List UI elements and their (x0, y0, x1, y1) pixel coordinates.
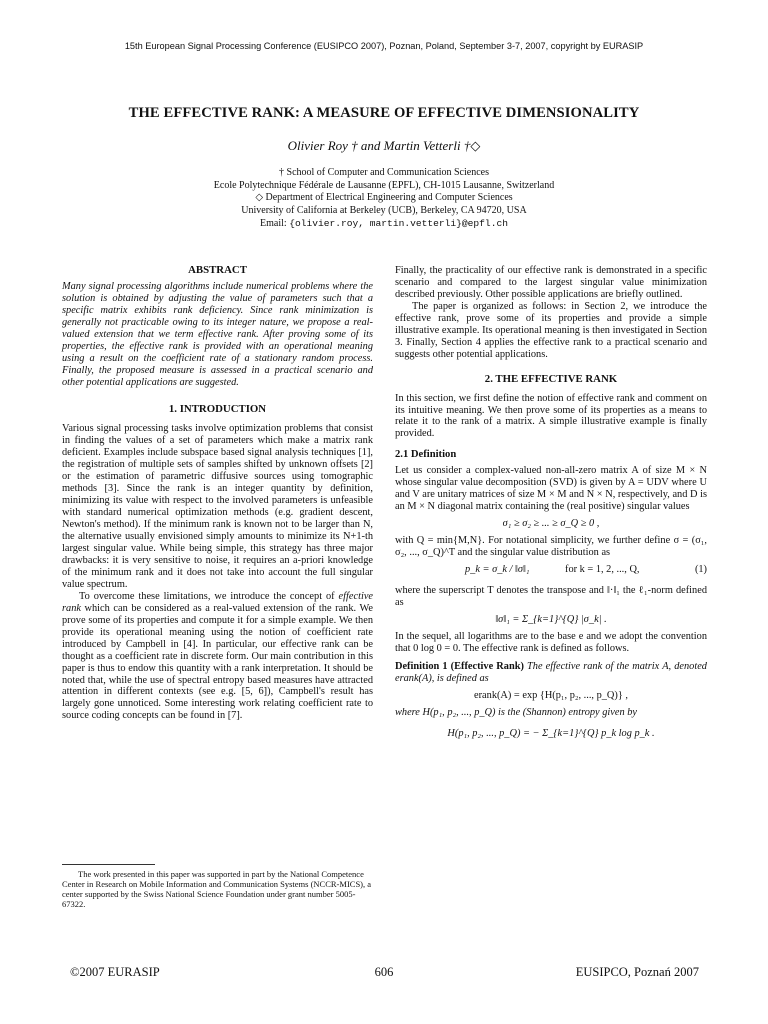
introduction-heading: 1. INTRODUCTION (168, 402, 267, 415)
conference-header: 15th European Signal Processing Conference (EUSIPCO 2007), Poznan, Poland, September 3-7, 2007, copyright by EURASIP (124, 41, 644, 51)
definition-paragraph: In the sequel, all logarithms are to the base e and we adopt the convention that 0 log 0 = 0. The effective rank is defined as follows. (395, 630, 707, 654)
equation-number: (1) (694, 564, 707, 576)
right-column (395, 265, 707, 749)
organization-paragraph: The paper is organized as follows: in Section 2, we introduce the effective rank, prove some of its properties and provide a simple illustrative example. Its operational meaning is then investigated in Section 3. Finally, Section 4 applies the effective rank to a practical scenario and suggests other potential applications. (395, 300, 707, 360)
affiliations (0, 167, 768, 231)
affiliation-line: ◇ Department of Electrical Engineering and Computer Sciences (255, 192, 513, 204)
intro-text: which can be considered as a real-valued extension of the rank. We prove some of its properties and compute it for a simple example. We then provide its operational meaning using the notion of coefficient rate introduced by Campbell in [4]. In particular, our effective rank can be thought as a coefficient rate in discrete form. Our main contribution in this paper is thus to endow this quantity with a rank interpretation. It should be noted that, while the use of spectral entropy based measures have attracted attention in different contexts (see e.g. [5, 6]), Campbell's result has largely gone unnoticed. Some interesting work relating coefficient rate to source coding concepts can be found in [7]. (62, 602, 373, 722)
intro-text: To overcome these limitations, we introduce the concept of (79, 590, 339, 602)
page-number: 606 (374, 965, 394, 979)
equation-entropy: H(p₁, p₂, ..., p_Q) = − Σ_{k=1}^{Q} p_k log p_k . (447, 727, 655, 739)
left-column (62, 265, 373, 722)
equation-erank: erank(A) = exp {H(p₁, p₂, ..., p_Q)} , (474, 689, 628, 701)
abstract-heading: ABSTRACT (188, 264, 247, 276)
equation-1-lhs: p_k = σ_k / ‖σ‖₁ (465, 564, 530, 576)
intro-paragraph (62, 591, 373, 722)
email-label: Email: (260, 217, 290, 229)
affiliation-line: Ecole Polytechnique Fédérale de Lausanne (EPFL), CH-1015 Lausanne, Switzerland (213, 179, 555, 191)
definition-label: Definition 1 (Effective Rank) (395, 660, 524, 672)
equation-singular-values: σ₁ ≥ σ₂ ≥ ... ≥ σ_Q ≥ 0 , (502, 518, 600, 530)
definition-text: The effective rank of the matrix A, denoted erank(A), is defined as (395, 660, 707, 684)
section2-heading: 2. THE EFFECTIVE RANK (484, 372, 618, 385)
intro-emphasis: effective rank (62, 590, 373, 614)
definition-paragraph: with Q = min{M,N}. For notational simplicity, we further define σ = (σ₁, σ₂, ..., σ_Q)^T and the singular value distribution as (395, 535, 707, 559)
email-line (0, 218, 768, 231)
footer-venue: EUSIPCO, Poznań 2007 (575, 965, 699, 979)
email-address[interactable]: {olivier.roy, martin.vetterli}@epfl.ch (289, 217, 508, 229)
footnote: The work presented in this paper was supported in part by the National Competence Center in Research on Mobile Information and Communication Systems (NCCR-MICS), a center supported by the Swiss National Science Foundation under grant number 5005-67322. (62, 869, 372, 910)
equation-l1-norm: ‖σ‖₁ = Σ_{k=1}^{Q} |σ_k| . (495, 613, 607, 625)
definition-paragraph: where the superscript T denotes the transpose and ‖·‖₁ the ℓ₁-norm defined as (395, 585, 707, 608)
section2-paragraph: In this section, we first define the notion of effective rank and comment on its intuitive meaning. We then prove some of its properties as a means to relate it to the rank of a matrix. A simple illustrative example is finally provided. (395, 392, 707, 440)
affiliation-line: † School of Computer and Communication Sciences (279, 167, 489, 178)
footnote-rule (62, 864, 155, 865)
paper-authors: Olivier Roy † and Martin Vetterli †◇ (287, 138, 481, 153)
definition-1 (395, 661, 707, 685)
equation-1 (395, 564, 707, 580)
abstract-text: Many signal processing algorithms include numerical problems where the solution is obtained by adjusting the value of parameters such that a specific matrix exhibits rank deficiency. Since rank minimization is generally not practicable owing to its integer nature, we propose a real-valued extension that we term effective rank. After proving some of its properties, the effective rank is provided with an operational meaning using a result on the coefficient rate of a stationary random process. Finally, the proposed measure is assessed in a practical scenario and other potential applications are suggested. (62, 280, 373, 388)
subsection-heading: 2.1 Definition (395, 449, 457, 461)
intro-continuation: Finally, the practicality of our effective rank is demonstrated in a specific scenario and compared to the largest singular value minimization described previously. Other possible applications are briefly outlined. (395, 265, 707, 300)
definition-paragraph: Let us consider a complex-valued non-all-zero matrix A of size M × N whose singular value decomposition (SVD) is given by A = UDV where U and V are unitary matrices of size M × M and N × N, respectively, and D is an M × N diagonal matrix containing the (real positive) singular values (395, 465, 707, 513)
paper-title: THE EFFECTIVE RANK: A MEASURE OF EFFECTIVE DIMENSIONALITY (128, 105, 640, 121)
intro-paragraph: Various signal processing tasks involve optimization problems that consist in finding the values of a set of parameters which make a matrix rank deficient. Examples include subspace based signal analysis techniques [1], the registration of multiple sets of samples shifted by unknown offsets [2] or the estimation of parametric diffusive sources using tomographic methods [3]. Since the rank is an integer quantity by definition, minimizing its value with respect to the involved parameters is unfeasible with standard numerical optimization methods (e.g. gradient descent, Newton's method). If the minimum rank is known not to be larger than N, the alternative usually envisioned simply amounts to minimize its N+1-th largest singular value. While being simple, this strategy has three major drawbacks: it is very sensitive to noise, it requires an a-priori knowledge of the minimum rank and it does not take into account the full singular value spectrum. (62, 423, 373, 590)
definition-text: where H(p₁, p₂, ..., p_Q) is the (Shannon) entropy given by (395, 706, 637, 718)
footer-copyright: ©2007 EURASIP (70, 965, 160, 979)
equation-1-condition: for k = 1, 2, ..., Q, (565, 564, 640, 576)
affiliation-line: University of California at Berkeley (UCB), Berkeley, CA 94720, USA (241, 205, 527, 217)
